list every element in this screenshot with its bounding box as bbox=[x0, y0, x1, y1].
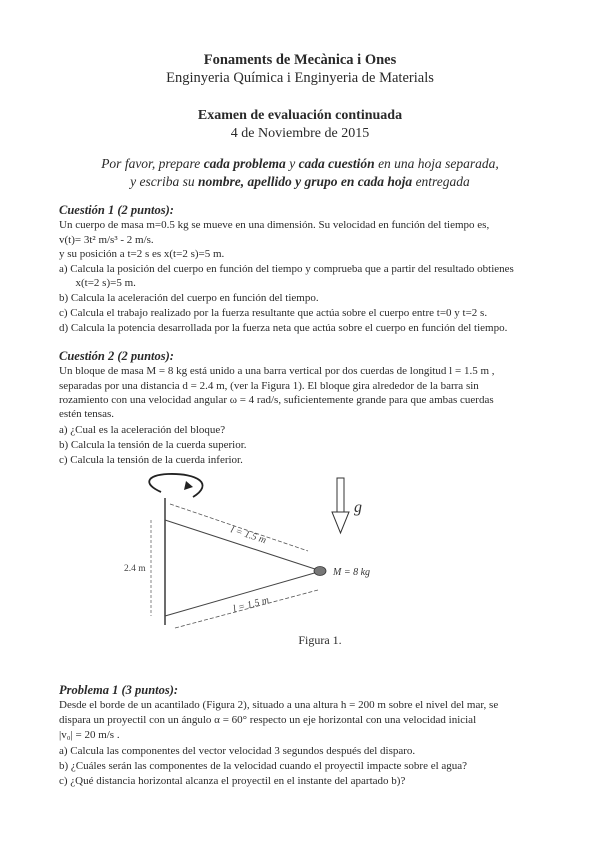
distance-label: 2.4 m bbox=[124, 564, 146, 574]
rotation-arrow-icon bbox=[149, 474, 202, 497]
rotation-arrowhead-icon bbox=[184, 481, 193, 490]
q1-text-line: Un cuerpo de masa m=0.5 kg se mueve en una dimensión. Su velocidad en función del tiempo es, bbox=[59, 219, 490, 231]
exam-date: 4 de Noviembre de 2015 bbox=[230, 126, 370, 141]
q1-item-a: a) Calcula la posición del cuerpo en función del tiempo y comprueba que a partir del resultado obtienes bbox=[59, 263, 514, 275]
q1-item-c: c) Calcula el trabajo realizado por la fuerza resultante que actúa sobre el cuerpo entre t=0 y t=2 s. bbox=[59, 307, 488, 319]
q1-item-a-cont: x(t=2 s)=5 m. bbox=[59, 277, 136, 289]
gravity-arrow-shaft bbox=[337, 478, 344, 512]
instr-bold-3: nombre, apellido y grupo en cada hoja bbox=[198, 174, 413, 189]
q1-text-line: v(t)= 3t² m/s³ - 2 m/s. bbox=[59, 234, 154, 246]
gravity-arrow-icon bbox=[332, 512, 349, 533]
q2-title: Cuestión 2 (2 puntos): bbox=[59, 349, 174, 363]
instr-bold-2: cada cuestión bbox=[298, 156, 375, 171]
q2-text-line: estén tensas. bbox=[59, 408, 114, 420]
mass-label: M = 8 kg bbox=[333, 567, 371, 578]
p1-text-line: Desde el borde de un acantilado (Figura 2), situado a una altura h = 200 m sobre el nivel del mar, se bbox=[59, 699, 499, 711]
instr-text-3: en una hoja separada, bbox=[374, 156, 499, 171]
block-mass bbox=[314, 567, 326, 576]
q1-item-b: b) Calcula la aceleración del cuerpo en función del tiempo. bbox=[59, 292, 319, 304]
course-title: Fonaments de Mecànica i Ones bbox=[203, 52, 397, 68]
q1-title: Cuestión 1 (2 puntos): bbox=[59, 203, 174, 217]
instr-bold-1: cada problema bbox=[203, 156, 286, 171]
instr-text-5: entregada bbox=[412, 174, 470, 189]
p1-title: Problema 1 (3 puntos): bbox=[59, 683, 179, 697]
p1-item-a: a) Calcula las componentes del vector velocidad 3 segundos después del disparo. bbox=[59, 745, 416, 757]
top-rope-label: l = 1.5 m bbox=[229, 524, 268, 547]
instr-text-2: y bbox=[285, 156, 299, 171]
q2-item-c: c) Calcula la tensión de la cuerda inferior. bbox=[59, 454, 243, 466]
instr-text-1: Por favor, prepare bbox=[101, 156, 204, 171]
q1-text-line: y su posición a t=2 s es x(t=2 s)=5 m. bbox=[59, 248, 225, 260]
q2-item-b: b) Calcula la tensión de la cuerda superior. bbox=[59, 439, 247, 451]
q1-item-d: d) Calcula la potencia desarrollada por la fuerza neta que actúa sobre el cuerpo en función del tiempo. bbox=[59, 322, 508, 334]
p1-text-line: dispara un proyectil con un ángulo α = 60° respecto un eje horizontal con una velocidad inicial bbox=[59, 714, 477, 726]
degree-title: Enginyeria Química i Enginyeria de Materials bbox=[166, 70, 434, 86]
instr-text-4: y escriba su bbox=[130, 174, 199, 189]
figure-1-caption: Figura 1. bbox=[298, 633, 342, 647]
q2-text-line: separadas por una distancia d = 2.4 m, (ver la Figura 1). El bloque gira alrededor de la barra sin bbox=[59, 380, 479, 392]
exam-title: Examen de evaluación continuada bbox=[197, 108, 403, 123]
q2-item-a: a) ¿Cual es la aceleración del bloque? bbox=[59, 424, 226, 436]
bottom-rope-label: l = 1.5 m bbox=[231, 594, 271, 615]
p1-text-line: |v₀| = 20 m/s . bbox=[59, 729, 120, 741]
q2-text-line: rozamiento con una velocidad angular ω = 4 rad/s, suficientemente grande para que ambas cuerdas bbox=[59, 394, 494, 406]
p1-item-c: c) ¿Qué distancia horizontal alcanza el proyectil en el instante del apartado b)? bbox=[59, 775, 406, 787]
gravity-label: g bbox=[354, 499, 362, 516]
p1-item-b: b) ¿Cuáles serán las componentes de la velocidad cuando el proyectil impacte sobre el agua? bbox=[59, 760, 468, 772]
q2-text-line: Un bloque de masa M = 8 kg está unido a una barra vertical por dos cuerdas de longitud l = 1.5 m , bbox=[59, 365, 495, 377]
